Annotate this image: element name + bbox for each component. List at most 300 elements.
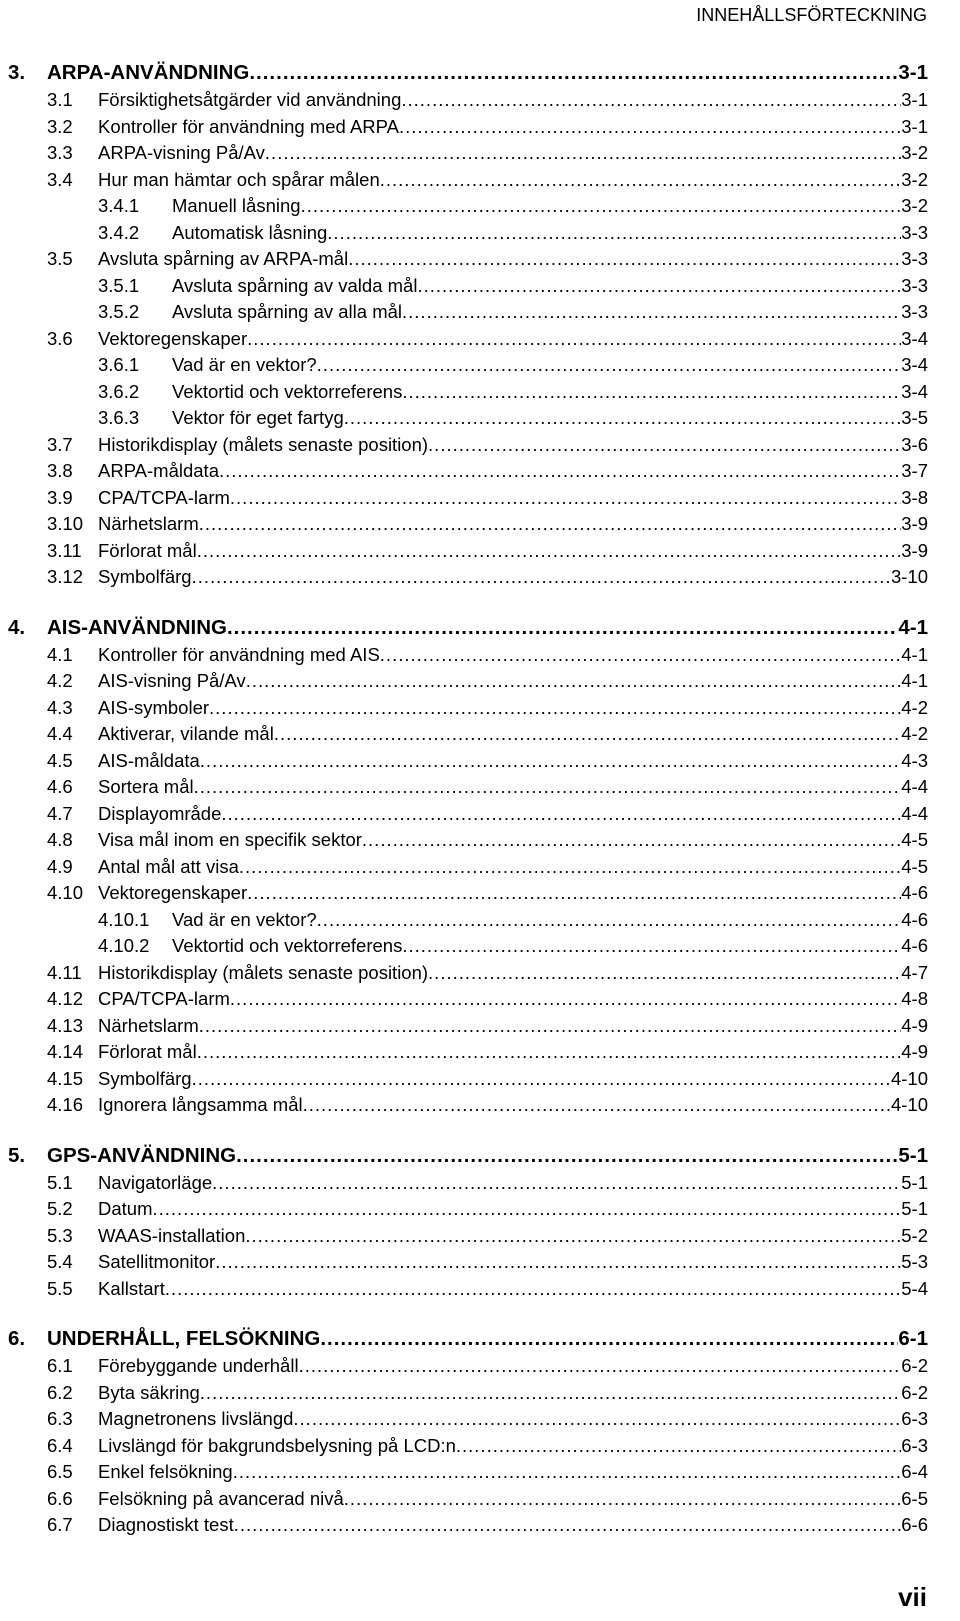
toc-entry-page: 5-1 <box>898 1143 928 1167</box>
toc-entry[interactable] <box>0 642 960 669</box>
dot-leader <box>299 1353 902 1380</box>
toc-entry[interactable] <box>0 1276 960 1303</box>
toc-entry-number: 5.2 <box>47 1198 73 1219</box>
toc-leader-line <box>98 827 928 854</box>
toc-entry-page: 4-2 <box>901 696 928 718</box>
toc-entry-title: AIS-ANVÄNDNING <box>47 615 227 639</box>
toc-entry[interactable] <box>0 721 960 748</box>
dot-leader <box>274 721 901 748</box>
toc-leader-line <box>47 1324 928 1353</box>
toc-entry-page: 4-10 <box>890 1067 928 1089</box>
dot-leader <box>192 564 891 591</box>
toc-entry[interactable] <box>0 87 960 114</box>
toc-leader-line <box>98 485 928 512</box>
toc-entry-page: 4-5 <box>901 855 928 877</box>
toc-entry-title: Magnetronens livslängd <box>98 1408 294 1429</box>
toc-entry[interactable] <box>0 1249 960 1276</box>
toc-entry-number: 3.8 <box>47 460 73 481</box>
toc-entry-title: Navigatorläge <box>98 1171 213 1193</box>
toc-entry-title: Vektor för eget fartyg <box>172 407 344 428</box>
page-number: vii <box>898 1582 927 1612</box>
toc-entry-title: Hur man hämtar och spårar målen <box>98 168 380 190</box>
toc-entry-number: 4.12 <box>47 988 84 1009</box>
toc-entry-number: 3.9 <box>47 486 73 508</box>
toc-entry-title: Enkel felsökning <box>98 1461 233 1482</box>
toc-entry-page: 4-6 <box>901 935 928 956</box>
toc-entry-title: Vektoregenskaper <box>98 327 248 349</box>
toc-entry[interactable] <box>0 986 960 1013</box>
dot-leader <box>428 960 901 987</box>
dot-leader <box>327 220 901 247</box>
dot-leader <box>236 1141 898 1170</box>
toc-leader-line <box>98 1013 928 1040</box>
dot-leader <box>380 167 902 194</box>
toc-entry-title: Avsluta spårning av valda mål <box>172 274 418 296</box>
toc-entry-number: 4.10.1 <box>98 908 150 930</box>
toc-entry[interactable] <box>0 748 960 775</box>
toc-entry-page: 4-2 <box>901 723 928 744</box>
toc-entry-number: 3.4.1 <box>98 195 140 216</box>
toc-entry-title: Närhetslarm <box>98 1014 199 1036</box>
toc-leader-line <box>47 1141 928 1170</box>
toc-entry-number: 4.14 <box>47 1041 84 1062</box>
toc-entry-number: 4.13 <box>47 1014 84 1036</box>
toc-chapter-section <box>0 58 960 591</box>
toc-entry-page: 4-5 <box>901 829 928 850</box>
toc-entry[interactable] <box>0 1486 960 1513</box>
toc-entry-page: 3-2 <box>901 195 928 216</box>
toc-entry-page: 6-5 <box>901 1487 928 1509</box>
toc-entry[interactable] <box>0 907 960 934</box>
toc-entry-title: Avsluta spårning av alla mål <box>172 301 403 322</box>
running-header: INNEHÅLLSFÖRTECKNING <box>696 5 927 25</box>
toc-entry-page: 3-3 <box>901 301 928 322</box>
toc-leader-line <box>98 1406 928 1433</box>
toc-entry-page: 3-1 <box>901 89 928 110</box>
toc-entry-number: 6. <box>8 1327 26 1350</box>
toc-entry[interactable] <box>0 246 960 273</box>
toc-leader-line <box>98 432 928 459</box>
toc-entry[interactable] <box>0 774 960 801</box>
toc-entry-page: 5-3 <box>901 1251 928 1272</box>
toc-entry[interactable] <box>0 167 960 194</box>
toc-entry-page: 3-1 <box>898 61 928 84</box>
toc-entry-page: 4-7 <box>901 961 928 983</box>
toc-entry-number: 3.5 <box>47 248 73 269</box>
toc-entry[interactable] <box>0 220 960 247</box>
toc-leader-line <box>98 1380 928 1407</box>
dot-leader <box>199 1013 902 1040</box>
toc-leader-line <box>98 1066 928 1093</box>
toc-entry-number: 4.1 <box>47 643 73 665</box>
toc-leader-line <box>98 986 928 1013</box>
toc-entry[interactable] <box>0 1066 960 1093</box>
toc-entry[interactable] <box>0 1223 960 1250</box>
toc-entry[interactable] <box>0 193 960 220</box>
toc-entry[interactable] <box>0 352 960 379</box>
toc-entry[interactable] <box>0 273 960 300</box>
toc-entry[interactable] <box>0 1406 960 1433</box>
toc-entry[interactable] <box>0 485 960 512</box>
dot-leader <box>247 326 901 353</box>
toc-entry-number: 4.4 <box>47 723 73 744</box>
toc-entry-number: 6.3 <box>47 1408 73 1429</box>
toc-entry-title: Aktiverar, vilande mål <box>98 723 274 744</box>
toc-entry-title: Visa mål inom en specifik sektor <box>98 829 362 850</box>
toc-entry[interactable] <box>0 827 960 854</box>
toc-entry[interactable] <box>0 564 960 591</box>
toc-leader-line <box>98 458 928 485</box>
toc-entry[interactable] <box>0 801 960 828</box>
toc-entry-page: 3-6 <box>901 433 928 455</box>
toc-entry-number: 3.2 <box>47 115 73 137</box>
toc-entry-title: AIS-symboler <box>98 696 210 718</box>
toc-entry-number: 4.10.2 <box>98 935 150 956</box>
toc-entry-number: 4.8 <box>47 829 73 850</box>
toc-entry-page: 4-4 <box>901 802 928 824</box>
dot-leader <box>380 642 901 669</box>
toc-entry-title: Kontroller för användning med ARPA <box>98 115 399 137</box>
toc-entry[interactable] <box>0 695 960 722</box>
toc-chapter-entry[interactable] <box>0 58 960 87</box>
dot-leader <box>401 87 901 114</box>
toc-leader-line <box>98 511 928 538</box>
toc-entry-title: Närhetslarm <box>98 513 199 534</box>
toc-entry[interactable] <box>0 1039 960 1066</box>
dot-leader <box>417 273 901 300</box>
toc-entry-title: CPA/TCPA-larm <box>98 486 230 508</box>
toc-entry-title: Sortera mål <box>98 776 194 797</box>
toc-entry-page: 3-8 <box>901 486 928 508</box>
toc-entry-number: 4.2 <box>47 670 73 691</box>
toc-leader-line <box>47 58 928 87</box>
toc-entry-title: Antal mål att visa <box>98 855 239 877</box>
toc-entry-title: Avsluta spårning av ARPA-mål <box>98 248 349 269</box>
toc-entry-title: Vektortid och vektorreferens <box>172 935 403 956</box>
dot-leader <box>197 538 902 565</box>
toc-entry-number: 3. <box>8 61 26 84</box>
toc-entry-title: Vektortid och vektorreferens <box>172 380 403 402</box>
dot-leader <box>239 854 901 881</box>
dot-leader <box>192 1066 891 1093</box>
toc-entry-number: 4.16 <box>47 1094 84 1115</box>
toc-leader-line <box>98 1486 928 1513</box>
dot-leader <box>230 485 901 512</box>
toc-entry-page: 4-9 <box>901 1014 928 1036</box>
toc-entry[interactable] <box>0 1433 960 1460</box>
toc-entry-number: 3.6 <box>47 327 73 349</box>
toc-leader-line <box>98 167 928 194</box>
toc-entry-number: 3.5.1 <box>98 274 140 296</box>
toc-entry-title: GPS-ANVÄNDNING <box>47 1143 237 1167</box>
toc-entry-page: 4-6 <box>901 908 928 930</box>
toc-entry-page: 4-8 <box>901 988 928 1009</box>
toc-entry-title: ARPA-måldata <box>98 460 219 481</box>
toc-entry-title: Förebyggande underhåll <box>98 1355 299 1376</box>
toc-leader-line <box>98 854 928 881</box>
toc-entry-page: 3-2 <box>901 168 928 190</box>
toc-leader-line <box>172 220 928 247</box>
toc-entry-title: Byta säkring <box>98 1381 200 1403</box>
toc-entry-number: 6.7 <box>47 1514 73 1535</box>
toc-entry-number: 6.5 <box>47 1461 73 1482</box>
toc-entry[interactable] <box>0 880 960 907</box>
toc-entry[interactable] <box>0 1170 960 1197</box>
dot-leader <box>402 933 901 960</box>
toc-entry-title: Historikdisplay (målets senaste position) <box>98 433 429 455</box>
toc-entry-page: 6-2 <box>901 1381 928 1403</box>
toc-entry-title: Förlorat mål <box>98 1041 197 1062</box>
toc-entry-page: 3-4 <box>901 354 928 375</box>
toc-entry-page: 3-9 <box>901 513 928 534</box>
dot-leader <box>197 1039 902 1066</box>
toc-entry-title: UNDERHÅLL, FELSÖKNING <box>47 1327 321 1350</box>
toc-entry[interactable] <box>0 1459 960 1486</box>
dot-leader <box>165 1276 901 1303</box>
toc-entry-number: 4.7 <box>47 802 73 824</box>
toc-chapter-section <box>0 1141 960 1303</box>
dot-leader <box>317 352 902 379</box>
toc-entry-number: 3.3 <box>47 142 73 163</box>
toc-entry-page: 6-3 <box>901 1434 928 1456</box>
toc-leader-line <box>172 379 928 406</box>
toc-entry-number: 4.9 <box>47 855 73 877</box>
toc-entry-page: 4-1 <box>901 670 928 691</box>
toc-leader-line <box>98 1249 928 1276</box>
toc-entry-title: Försiktighetsåtgärder vid användning <box>98 89 402 110</box>
toc-leader-line <box>98 538 928 565</box>
toc-entry-title: Datum <box>98 1198 153 1219</box>
toc-entry-title: CPA/TCPA-larm <box>98 988 230 1009</box>
toc-entry[interactable] <box>0 1380 960 1407</box>
toc-leader-line <box>98 801 928 828</box>
toc-entry-page: 4-4 <box>901 776 928 797</box>
dot-leader <box>320 1324 898 1353</box>
toc-entry-page: 4-1 <box>901 643 928 665</box>
toc-leader-line <box>98 140 928 167</box>
toc-entry-number: 4.5 <box>47 749 73 771</box>
toc-leader-line <box>98 668 928 695</box>
toc-leader-line <box>172 273 928 300</box>
toc-entry-title: Automatisk låsning <box>172 221 328 243</box>
toc-entry-page: 3-5 <box>901 407 928 428</box>
dot-leader <box>200 748 901 775</box>
dot-leader <box>399 114 901 141</box>
toc-entry-page: 6-2 <box>901 1355 928 1376</box>
dot-leader <box>456 1433 901 1460</box>
toc-leader-line <box>98 774 928 801</box>
toc-entry-number: 3.11 <box>47 539 82 561</box>
toc-entry[interactable] <box>0 1013 960 1040</box>
toc-entry-page: 3-3 <box>901 221 928 243</box>
toc-leader-line <box>98 1223 928 1250</box>
dot-leader <box>199 511 902 538</box>
toc-entry-number: 4.3 <box>47 696 73 718</box>
toc-leader-line <box>172 193 928 220</box>
toc-leader-line <box>98 1276 928 1303</box>
toc-entry-number: 6.2 <box>47 1381 73 1403</box>
toc-entry-number: 3.6.3 <box>98 407 140 428</box>
toc-entry-number: 5.4 <box>47 1251 73 1272</box>
toc-entry-page: 3-2 <box>901 142 928 163</box>
dot-leader <box>344 1486 901 1513</box>
toc-entry-number: 4.6 <box>47 776 73 797</box>
dot-leader <box>245 1223 901 1250</box>
dot-leader <box>247 880 901 907</box>
toc-entry[interactable] <box>0 1512 960 1539</box>
toc-entry-title: Historikdisplay (målets senaste position) <box>98 961 429 983</box>
toc-entry-page: 6-3 <box>901 1408 928 1429</box>
toc-entry[interactable] <box>0 432 960 459</box>
toc-entry-page: 5-1 <box>901 1171 928 1193</box>
toc-entry-number: 4.11 <box>47 961 82 983</box>
toc-leader-line <box>47 613 928 642</box>
toc-entry-page: 3-3 <box>901 274 928 296</box>
toc-entry[interactable] <box>0 1196 960 1223</box>
toc-entry-title: ARPA-visning På/Av <box>98 142 265 163</box>
toc-entry-title: Manuell låsning <box>172 195 301 216</box>
toc-chapter-section <box>0 613 960 1119</box>
toc-entry-number: 3.1 <box>47 89 73 110</box>
toc-entry-title: Felsökning på avancerad nivå <box>98 1487 344 1509</box>
toc-leader-line <box>98 1512 928 1539</box>
toc-entry-page: 3-1 <box>901 115 928 137</box>
toc-leader-line <box>98 1196 928 1223</box>
toc-leader-line <box>98 721 928 748</box>
toc-chapter-entry[interactable] <box>0 1141 960 1170</box>
toc-chapter-entry[interactable] <box>0 1324 960 1353</box>
toc-leader-line <box>98 880 928 907</box>
toc-entry-title: ARPA-ANVÄNDNING <box>47 61 250 84</box>
toc-entry[interactable] <box>0 140 960 167</box>
toc-entry-number: 6.4 <box>47 1434 73 1456</box>
toc-entry[interactable] <box>0 960 960 987</box>
toc-entry-page: 4-10 <box>890 1094 928 1115</box>
toc-entry-title: Vad är en vektor? <box>172 908 317 930</box>
toc-leader-line <box>98 1039 928 1066</box>
toc-leader-line <box>98 748 928 775</box>
dot-leader <box>200 1380 901 1407</box>
toc-entry-page: 5-1 <box>901 1198 928 1219</box>
dot-leader <box>301 193 902 220</box>
toc-entry-page: 6-1 <box>898 1327 928 1350</box>
dot-leader <box>215 1249 901 1276</box>
toc-entry[interactable] <box>0 379 960 406</box>
toc-entry-title: Kontroller för användning med AIS <box>98 643 380 665</box>
toc-leader-line <box>98 1433 928 1460</box>
toc-entry[interactable] <box>0 1092 960 1119</box>
toc-entry-page: 6-4 <box>901 1461 928 1482</box>
toc-chapter-section <box>0 1324 960 1539</box>
toc-entry[interactable] <box>0 538 960 565</box>
toc-entry-page: 3-4 <box>901 380 928 402</box>
toc-entry-page: 3-3 <box>901 248 928 269</box>
dot-leader <box>402 299 901 326</box>
toc-leader-line <box>98 246 928 273</box>
toc-entry-page: 3-10 <box>890 566 928 587</box>
toc-entry-page: 6-6 <box>901 1514 928 1535</box>
toc-leader-line <box>98 1170 928 1197</box>
dot-leader <box>348 246 901 273</box>
toc-entry-number: 3.4 <box>47 168 73 190</box>
dot-leader <box>265 140 901 167</box>
dot-leader <box>233 1459 902 1486</box>
toc-entry[interactable] <box>0 933 960 960</box>
dot-leader <box>219 458 901 485</box>
toc-entry-number: 5. <box>8 1143 26 1167</box>
toc-entry[interactable] <box>0 511 960 538</box>
toc-leader-line <box>98 87 928 114</box>
toc-entry[interactable] <box>0 299 960 326</box>
toc-entry-number: 6.1 <box>47 1355 73 1376</box>
toc-entry-number: 4. <box>8 615 26 639</box>
toc-leader-line <box>172 352 928 379</box>
toc-entry-title: Förlorat mål <box>98 539 197 561</box>
toc-entry[interactable] <box>0 114 960 141</box>
toc-leader-line <box>172 907 928 934</box>
toc-leader-line <box>98 1353 928 1380</box>
toc-leader-line <box>98 960 928 987</box>
toc-entry-title: Vektoregenskaper <box>98 882 248 903</box>
toc-entry[interactable] <box>0 668 960 695</box>
toc-entry-title: Displayområde <box>98 802 222 824</box>
dot-leader <box>230 986 901 1013</box>
toc-entry-number: 3.6.2 <box>98 380 140 402</box>
dot-leader <box>249 58 898 87</box>
dot-leader <box>402 379 901 406</box>
toc-entry[interactable] <box>0 405 960 432</box>
toc-entry-title: Ignorera långsamma mål <box>98 1094 303 1115</box>
toc-leader-line <box>98 114 928 141</box>
toc-entry-page: 4-3 <box>901 749 928 771</box>
toc-entry-title: AIS-måldata <box>98 749 200 771</box>
toc-leader-line <box>98 326 928 353</box>
toc-entry-page: 5-4 <box>901 1277 928 1299</box>
toc-chapter-entry[interactable] <box>0 613 960 642</box>
toc-entry[interactable] <box>0 326 960 353</box>
dot-leader <box>293 1406 901 1433</box>
dot-leader <box>303 1092 891 1119</box>
toc-entry[interactable] <box>0 1353 960 1380</box>
toc-entry-number: 3.5.2 <box>98 301 140 322</box>
toc-entry-number: 5.3 <box>47 1224 73 1246</box>
toc-entry[interactable] <box>0 854 960 881</box>
toc-entry-title: Diagnostiskt test <box>98 1514 234 1535</box>
toc-leader-line <box>98 1092 928 1119</box>
toc-entry-number: 3.7 <box>47 433 73 455</box>
toc-entry-title: Symbolfärg <box>98 1067 192 1089</box>
toc-leader-line <box>98 1459 928 1486</box>
toc-entry-number: 3.4.2 <box>98 221 140 243</box>
toc-entry-page: 5-2 <box>901 1224 928 1246</box>
dot-leader <box>194 774 902 801</box>
toc-leader-line <box>98 642 928 669</box>
toc-entry-number: 3.10 <box>47 513 84 534</box>
toc-entry-number: 6.6 <box>47 1487 73 1509</box>
toc-entry-title: AIS-visning På/Av <box>98 670 246 691</box>
toc-leader-line <box>98 564 928 591</box>
dot-leader <box>246 668 902 695</box>
toc-entry[interactable] <box>0 458 960 485</box>
dot-leader <box>344 405 902 432</box>
dot-leader <box>209 695 901 722</box>
toc-entry-number: 4.15 <box>47 1067 84 1089</box>
dot-leader <box>234 1512 902 1539</box>
toc-entry-page: 4-9 <box>901 1041 928 1062</box>
toc-entry-page: 4-6 <box>901 882 928 903</box>
toc-entry-number: 3.6.1 <box>98 354 140 375</box>
toc-leader-line <box>172 405 928 432</box>
